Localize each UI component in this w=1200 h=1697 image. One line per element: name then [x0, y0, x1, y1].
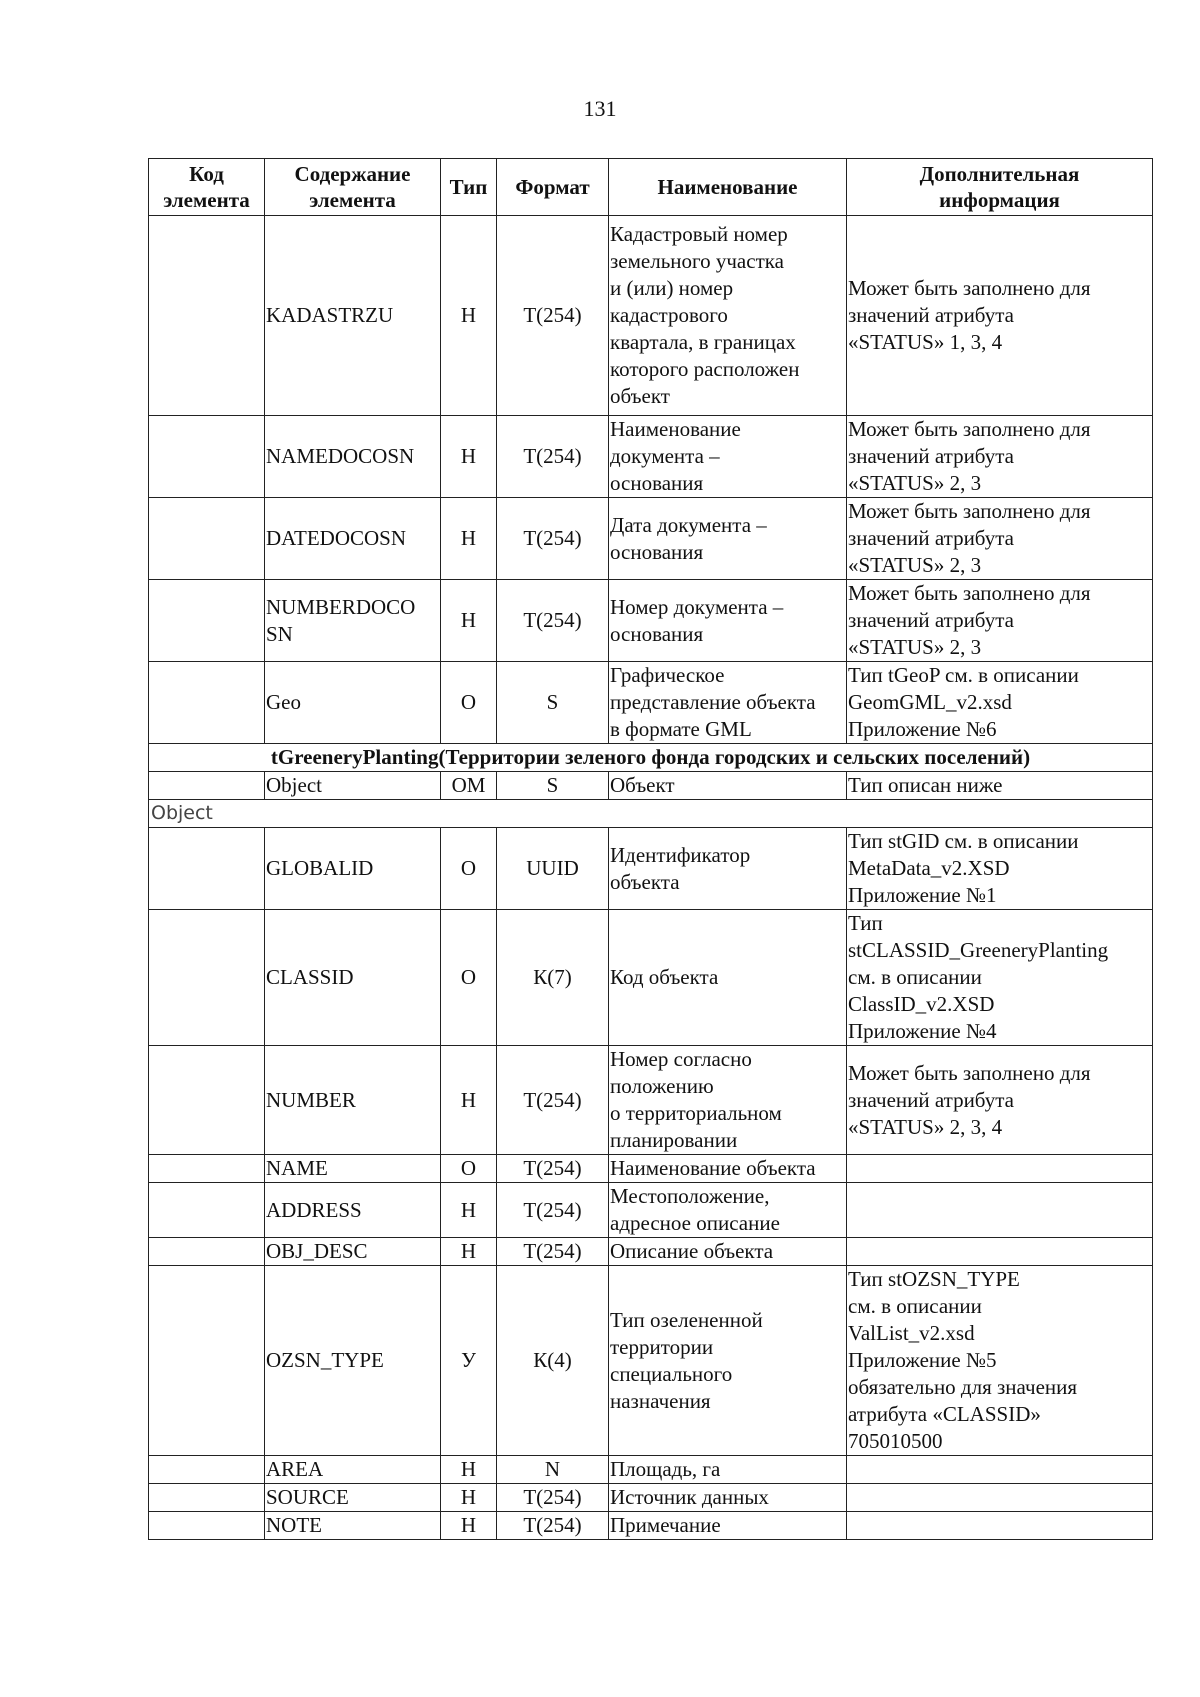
cell-element: DATEDOCOSN [265, 498, 441, 580]
cell-type: У [441, 1266, 497, 1456]
cell-format: Т(254) [497, 1046, 609, 1155]
cell-element: GLOBALID [265, 828, 441, 910]
table-row [149, 1046, 1153, 1155]
section-row [149, 744, 1153, 772]
cell-format: Т(254) [497, 1183, 609, 1238]
cell-element: KADASTRZU [265, 216, 441, 416]
cell-info [847, 1183, 1153, 1238]
cell-info: Может быть заполнено для значений атрибута «STATUS» 1, 3, 4 [847, 216, 1153, 416]
cell-info: Может быть заполнено для значений атрибута «STATUS» 2, 3, 4 [847, 1046, 1153, 1155]
cell-format: Т(254) [497, 498, 609, 580]
cell-type: Н [441, 1183, 497, 1238]
cell-code [149, 662, 265, 744]
cell-info: Тип stCLASSID_GreeneryPlanting см. в описании ClassID_v2.XSD Приложение №4 [847, 910, 1153, 1046]
table-row [149, 416, 1153, 498]
cell-info: Может быть заполнено для значений атрибута «STATUS» 2, 3 [847, 416, 1153, 498]
cell-format: S [497, 662, 609, 744]
table-row [149, 1512, 1153, 1540]
cell-code [149, 1456, 265, 1484]
cell-code [149, 828, 265, 910]
table-row [149, 1484, 1153, 1512]
cell-info: Тип описан ниже [847, 772, 1153, 800]
cell-element: CLASSID [265, 910, 441, 1046]
cell-type: Н [441, 416, 497, 498]
cell-element: Geo [265, 662, 441, 744]
cell-info: Может быть заполнено для значений атрибута «STATUS» 2, 3 [847, 580, 1153, 662]
table-row [149, 1183, 1153, 1238]
cell-info [847, 1512, 1153, 1540]
cell-code [149, 1266, 265, 1456]
object-label-row [149, 800, 1153, 828]
cell-type: Н [441, 1484, 497, 1512]
cell-type: Н [441, 1456, 497, 1484]
cell-format: Т(254) [497, 416, 609, 498]
cell-format: Т(254) [497, 1155, 609, 1183]
cell-element: SOURCE [265, 1484, 441, 1512]
cell-info: Тип stGID см. в описании MetaData_v2.XSD Приложение №1 [847, 828, 1153, 910]
table-row [149, 1266, 1153, 1456]
cell-info [847, 1238, 1153, 1266]
cell-name: Дата документа – основания [609, 498, 847, 580]
cell-code [149, 772, 265, 800]
cell-format: UUID [497, 828, 609, 910]
cell-name: Примечание [609, 1512, 847, 1540]
cell-format: N [497, 1456, 609, 1484]
cell-format: Т(254) [497, 580, 609, 662]
cell-code [149, 216, 265, 416]
table-row [149, 662, 1153, 744]
cell-name: Наименование документа – основания [609, 416, 847, 498]
cell-element: Object [265, 772, 441, 800]
header-format: Формат [497, 159, 609, 216]
cell-type: Н [441, 216, 497, 416]
cell-code [149, 498, 265, 580]
header-info: Дополнительная информация [847, 159, 1153, 216]
cell-name: Описание объекта [609, 1238, 847, 1266]
cell-element: OZSN_TYPE [265, 1266, 441, 1456]
cell-element: NOTE [265, 1512, 441, 1540]
cell-code [149, 416, 265, 498]
cell-code [149, 1238, 265, 1266]
table-row [149, 498, 1153, 580]
cell-code [149, 1155, 265, 1183]
table-section [149, 744, 1153, 828]
cell-format: К(4) [497, 1266, 609, 1456]
table-row [149, 1155, 1153, 1183]
cell-name: Источник данных [609, 1484, 847, 1512]
cell-format: Т(254) [497, 1484, 609, 1512]
cell-name: Местоположение, адресное описание [609, 1183, 847, 1238]
cell-format: S [497, 772, 609, 800]
cell-type: Н [441, 1238, 497, 1266]
table-row [149, 828, 1153, 910]
table-row [149, 580, 1153, 662]
cell-name: Площадь, га [609, 1456, 847, 1484]
header-code: Код элемента [149, 159, 265, 216]
table-row [149, 216, 1153, 416]
cell-info [847, 1484, 1153, 1512]
object-label: Object [149, 800, 1153, 828]
table-row [149, 1238, 1153, 1266]
cell-format: Т(254) [497, 216, 609, 416]
cell-name: Номер документа – основания [609, 580, 847, 662]
cell-element: NAMEDOCOSN [265, 416, 441, 498]
cell-code [149, 580, 265, 662]
cell-type: О [441, 662, 497, 744]
table-header [149, 159, 1153, 216]
cell-type: Н [441, 1046, 497, 1155]
cell-info: Тип stOZSN_TYPE см. в описании ValList_v2.xsd Приложение №5 обязательно для значения атрибута «CLASSID» 705010500 [847, 1266, 1153, 1456]
cell-format: К(7) [497, 910, 609, 1046]
cell-code [149, 1183, 265, 1238]
cell-code [149, 910, 265, 1046]
cell-name: Кадастровый номер земельного участка и (или) номер кадастрового квартала, в границах которого расположен объект [609, 216, 847, 416]
cell-info [847, 1456, 1153, 1484]
page-number: 131 [583, 96, 617, 121]
cell-code [149, 1512, 265, 1540]
cell-name: Графическое представление объекта в формате GML [609, 662, 847, 744]
table-body-bottom [149, 828, 1153, 1540]
cell-info: Может быть заполнено для значений атрибута «STATUS» 2, 3 [847, 498, 1153, 580]
cell-element: NUMBER [265, 1046, 441, 1155]
cell-name: Идентификатор объекта [609, 828, 847, 910]
header-type: Тип [441, 159, 497, 216]
cell-name: Объект [609, 772, 847, 800]
header-row [149, 159, 1153, 216]
elements-table [148, 158, 1153, 1540]
cell-element: ADDRESS [265, 1183, 441, 1238]
object-row [149, 772, 1153, 800]
cell-type: О [441, 828, 497, 910]
table-row [149, 1456, 1153, 1484]
cell-element: NUMBERDOCO SN [265, 580, 441, 662]
header-name: Наименование [609, 159, 847, 216]
cell-format: Т(254) [497, 1512, 609, 1540]
cell-type: ОМ [441, 772, 497, 800]
cell-info [847, 1155, 1153, 1183]
cell-name: Тип озелененной территории специального назначения [609, 1266, 847, 1456]
cell-name: Наименование объекта [609, 1155, 847, 1183]
cell-type: Н [441, 580, 497, 662]
cell-element: NAME [265, 1155, 441, 1183]
cell-info: Тип tGeoP см. в описании GeomGML_v2.xsd Приложение №6 [847, 662, 1153, 744]
cell-code [149, 1046, 265, 1155]
table-row [149, 910, 1153, 1046]
cell-type: Н [441, 1512, 497, 1540]
cell-type: О [441, 1155, 497, 1183]
cell-code [149, 1484, 265, 1512]
cell-format: Т(254) [497, 1238, 609, 1266]
cell-type: Н [441, 498, 497, 580]
cell-type: О [441, 910, 497, 1046]
header-element: Содержание элемента [265, 159, 441, 216]
cell-name: Номер согласно положению о территориальном планировании [609, 1046, 847, 1155]
cell-element: AREA [265, 1456, 441, 1484]
cell-name: Код объекта [609, 910, 847, 1046]
section-title: tGreeneryPlanting(Территории зеленого фонда городских и сельских поселений) [149, 744, 1153, 772]
cell-element: OBJ_DESC [265, 1238, 441, 1266]
table-body-top [149, 216, 1153, 744]
